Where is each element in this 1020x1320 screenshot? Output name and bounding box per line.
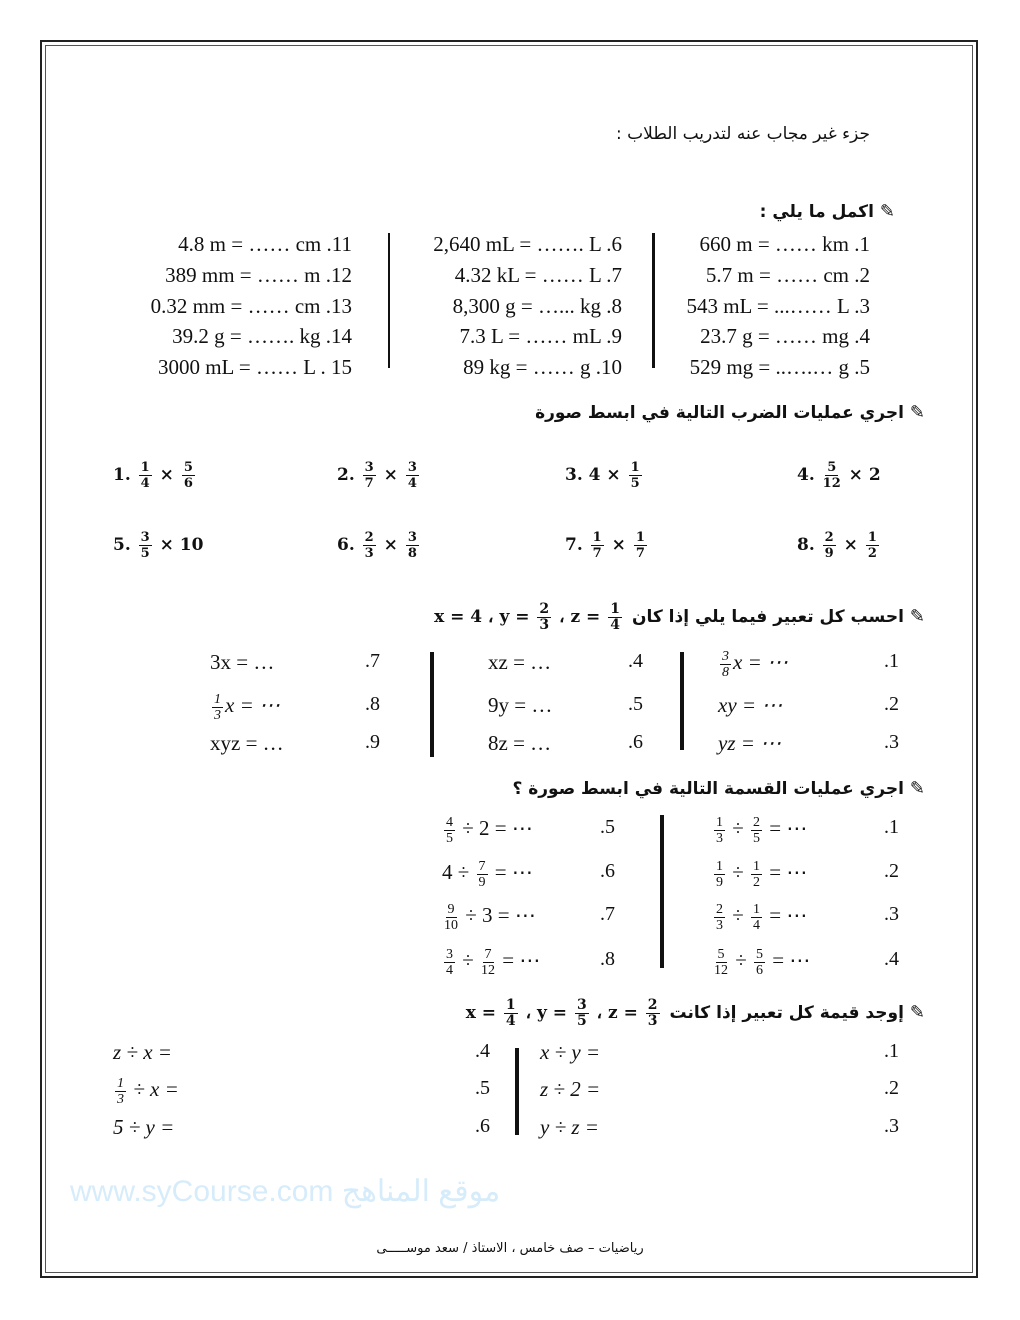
expr-text: ،	[553, 607, 571, 627]
multiplication-item	[797, 457, 881, 493]
expr-text: ÷ 2 = ⋯	[457, 816, 533, 840]
item-number: .12	[325, 263, 352, 287]
fraction	[866, 530, 879, 561]
expr-text: x =	[465, 1003, 502, 1023]
column-divider	[515, 1048, 519, 1135]
expression: 39.2 g = ……. kg	[172, 324, 321, 348]
fraction	[714, 815, 725, 846]
fraction	[212, 692, 223, 723]
expr-text: 9y = …	[488, 693, 553, 717]
item-number: .9	[365, 731, 380, 753]
denominator: 7	[592, 546, 602, 561]
expr-text: ×	[153, 465, 180, 485]
numerator: 7	[484, 946, 492, 962]
expr-text: z =	[608, 1003, 644, 1023]
conversion-item	[433, 232, 622, 257]
expr-text: × 10	[153, 535, 204, 555]
fraction	[575, 998, 589, 1029]
numerator: 1	[214, 691, 221, 707]
fraction	[363, 530, 376, 561]
fraction	[629, 460, 642, 491]
fraction	[646, 998, 660, 1029]
multiplication-item	[113, 527, 203, 563]
denominator: 4	[753, 917, 761, 933]
numerator: 9	[447, 901, 455, 917]
expr-text: = ⋯	[489, 860, 533, 884]
denominator: 5	[753, 830, 761, 846]
expression	[113, 1034, 172, 1070]
expression	[488, 687, 552, 723]
conversion-item	[158, 355, 352, 380]
fraction	[139, 530, 152, 561]
expr-text: × 2	[842, 465, 881, 485]
item-number: . 15	[320, 355, 352, 379]
expr-text: ،	[590, 1003, 609, 1023]
multiplication-item	[337, 457, 421, 493]
expr-text: ÷	[727, 903, 750, 927]
denominator: 4	[140, 476, 150, 491]
numerator: 1	[753, 858, 761, 874]
fraction	[477, 859, 488, 890]
expr-text: z =	[570, 607, 607, 627]
expr-text: xy = ⋯	[718, 693, 783, 717]
item-number: .3	[884, 731, 899, 753]
item-number: .4	[475, 1040, 490, 1062]
fraction	[754, 947, 765, 978]
item-number: .7	[606, 263, 622, 287]
expr-text: ،	[519, 1003, 537, 1023]
expression: 5.7 m = …… cm	[705, 263, 849, 287]
column-divider	[388, 233, 390, 368]
denominator: 3	[716, 917, 723, 933]
expression: 7.3 L = …… mL	[459, 324, 601, 348]
expr-text: ÷	[727, 816, 750, 840]
denominator: 10	[444, 917, 458, 933]
expression: 660 m = …… km	[699, 232, 849, 256]
section-title-text: اجري عمليات الضرب التالية في ابسط صورة	[535, 403, 904, 423]
expression	[718, 725, 781, 761]
denominator: 3	[214, 707, 221, 723]
numerator: 3	[140, 530, 150, 545]
denominator: 7	[635, 546, 645, 561]
pencil-icon: ✎	[909, 778, 925, 799]
fraction	[504, 998, 518, 1029]
denominator: 3	[647, 1013, 658, 1029]
denominator: 5	[140, 546, 150, 561]
multiplication-item	[565, 527, 649, 563]
column-divider	[680, 652, 684, 750]
numerator: 3	[722, 648, 729, 664]
expression	[210, 687, 280, 723]
expression: 23.7 g = …… mg	[700, 324, 849, 348]
expression	[712, 942, 810, 978]
numerator: 3	[576, 997, 587, 1013]
item-number: .5	[600, 816, 615, 838]
item-number: .1	[884, 1040, 899, 1062]
conversion-item	[699, 232, 870, 257]
fraction	[751, 902, 762, 933]
fraction	[714, 902, 725, 933]
conversion-item	[459, 324, 622, 349]
expression	[540, 1071, 600, 1107]
expr-text: = ⋯	[767, 948, 811, 972]
item-number: .6	[606, 232, 622, 256]
fraction	[139, 460, 152, 491]
numerator: 3	[407, 530, 417, 545]
item-number: .3	[884, 903, 899, 925]
expression	[718, 687, 782, 723]
section-title-text: اجري عمليات القسمة التالية في ابسط صورة ؟	[512, 779, 904, 799]
item-number: .2	[884, 693, 899, 715]
expression	[488, 644, 551, 680]
item-number: .1	[884, 816, 899, 838]
numerator: 1	[753, 901, 761, 917]
item-number: .7	[365, 650, 380, 672]
expr-text: y ÷ z =	[540, 1115, 599, 1139]
fraction	[714, 859, 725, 890]
expression	[718, 644, 788, 680]
expr-text: ÷	[730, 948, 753, 972]
denominator: 4	[505, 1013, 516, 1029]
expr-text: 4 ÷	[442, 860, 475, 884]
expression: 4.8 m = …… cm	[178, 232, 322, 256]
item-number: .14	[325, 324, 352, 348]
expr-text: z ÷ 2 =	[540, 1077, 601, 1101]
expr-text: y =	[537, 1003, 573, 1023]
item-number: 5.	[113, 535, 131, 555]
column-divider	[652, 233, 655, 368]
denominator: 12	[481, 962, 496, 978]
pencil-icon: ✎	[909, 402, 925, 423]
item-number: .10	[595, 355, 622, 379]
conversion-item	[463, 355, 622, 380]
item-number: .6	[628, 731, 643, 753]
numerator: 3	[446, 946, 453, 962]
numerator: 3	[407, 460, 417, 475]
numerator: 1	[117, 1075, 124, 1091]
expression: 529 mg = ..….… g	[689, 355, 849, 379]
item-number: .6	[600, 860, 615, 882]
numerator: 1	[635, 530, 645, 545]
fraction	[823, 460, 841, 491]
conversion-item	[165, 263, 352, 288]
item-number: .8	[600, 948, 615, 970]
item-number: .9	[606, 324, 622, 348]
fraction	[823, 530, 836, 561]
item-number: .13	[325, 294, 352, 318]
pencil-icon: ✎	[909, 1002, 925, 1023]
expr-text: z ÷ x =	[113, 1040, 172, 1064]
numerator: 2	[364, 530, 374, 545]
expression	[712, 854, 807, 890]
expr-text: ×	[377, 465, 404, 485]
denominator: 5	[576, 1013, 587, 1029]
fraction	[363, 460, 376, 491]
fraction	[714, 947, 728, 978]
conversion-item	[690, 355, 870, 380]
item-number: .2	[884, 860, 899, 882]
item-number: .5	[628, 693, 643, 715]
numerator: 5	[756, 946, 764, 962]
multiplication-item	[565, 457, 644, 493]
denominator: 6	[183, 476, 193, 491]
multiplication-item	[797, 527, 881, 563]
denominator: 3	[364, 546, 374, 561]
item-number: .2	[854, 263, 870, 287]
conversion-item	[178, 232, 352, 257]
numerator: 2	[824, 530, 834, 545]
item-number: 7.	[565, 535, 583, 555]
expr-text: 5 ÷ y =	[113, 1115, 175, 1139]
numerator: 1	[140, 460, 150, 475]
denominator: 9	[716, 874, 723, 890]
section-title-text: اكمل ما يلي :	[759, 202, 874, 222]
numerator: 1	[716, 858, 723, 874]
expr-text: x = ⋯	[733, 650, 788, 674]
expr-text: xyz = …	[210, 731, 284, 755]
conversion-item	[453, 294, 622, 319]
numerator: 1	[630, 460, 640, 475]
expression: 3000 mL = …… L	[157, 355, 316, 379]
expr-text: ÷ 3 = ⋯	[460, 903, 536, 927]
fraction	[182, 460, 195, 491]
numerator: 2	[647, 997, 658, 1013]
multiplication-item	[113, 457, 197, 493]
item-number: .7	[600, 903, 615, 925]
fraction	[115, 1076, 126, 1107]
expr-text: yz = ⋯	[718, 731, 782, 755]
pencil-icon: ✎	[879, 201, 895, 222]
section-title	[535, 402, 925, 423]
expression: 389 mm = …… m	[165, 263, 321, 287]
numerator: 1	[610, 601, 620, 617]
denominator: 9	[478, 874, 486, 890]
denominator: 5	[446, 830, 453, 846]
multiplication-item	[337, 527, 421, 563]
expr-text: ×	[605, 535, 632, 555]
item-number: .3	[884, 1115, 899, 1137]
expr-text: xz = …	[488, 650, 552, 674]
numerator: 1	[505, 997, 516, 1013]
fraction	[720, 649, 731, 680]
expression	[113, 1071, 179, 1107]
denominator: 2	[867, 546, 877, 561]
item-number: 2.	[337, 465, 355, 485]
fraction	[406, 460, 419, 491]
denominator: 6	[756, 962, 764, 978]
item-number: .4	[884, 948, 899, 970]
section-title	[434, 602, 925, 633]
expr-text: = ⋯	[764, 903, 808, 927]
numerator: 5	[827, 460, 837, 475]
expr-text: y =	[499, 607, 536, 627]
denominator: 4	[446, 962, 453, 978]
fraction	[406, 530, 419, 561]
numerator: 2	[539, 601, 550, 617]
conversion-item	[172, 324, 352, 349]
expr-text: 4 ×	[588, 465, 627, 485]
column-divider	[660, 815, 664, 968]
fraction	[591, 530, 604, 561]
page-header: جزء غير مجاب عنه لتدريب الطلاب :	[616, 124, 870, 144]
expression	[540, 1109, 599, 1145]
denominator: 2	[753, 874, 761, 890]
expression	[712, 897, 807, 933]
expression	[210, 725, 284, 761]
numerator: 4	[446, 814, 453, 830]
expression: 0.32 mm = …… cm	[150, 294, 321, 318]
fraction	[751, 859, 762, 890]
numerator: 1	[592, 530, 602, 545]
numerator: 5	[717, 946, 725, 962]
fraction	[444, 947, 455, 978]
expr-text: ÷ x =	[128, 1077, 179, 1101]
section-title-text: احسب كل تعبير فيما يلي إذا كان	[631, 607, 904, 627]
expr-text: 3x = …	[210, 650, 275, 674]
item-number: 6.	[337, 535, 355, 555]
conversion-item	[700, 324, 870, 349]
expression	[712, 810, 807, 846]
expression	[540, 1034, 600, 1070]
expr-text: ÷	[727, 860, 750, 884]
item-number: .5	[475, 1077, 490, 1099]
denominator: 9	[824, 546, 834, 561]
numerator: 3	[364, 460, 374, 475]
fraction	[751, 815, 762, 846]
expr-text: = ⋯	[764, 860, 808, 884]
item-number: .2	[884, 1077, 899, 1099]
expr-text: ×	[837, 535, 864, 555]
item-number: .4	[854, 324, 870, 348]
denominator: 3	[117, 1091, 124, 1107]
expr-text: x = 4	[434, 607, 483, 627]
item-number: 3.	[565, 465, 583, 485]
item-number: .3	[854, 294, 870, 318]
item-number: .11	[326, 232, 352, 256]
numerator: 2	[753, 814, 761, 830]
item-number: .1	[854, 232, 870, 256]
fraction	[537, 602, 551, 633]
denominator: 4	[407, 476, 417, 491]
item-number: 8.	[797, 535, 815, 555]
item-number: .8	[606, 294, 622, 318]
section-title-text: إوجد قيمة كل تعبير إذا كانت	[669, 1003, 904, 1023]
expr-text: ،	[482, 607, 500, 627]
expression: 8,300 g = …... kg	[452, 294, 601, 318]
item-number: .6	[475, 1115, 490, 1137]
item-number: 1.	[113, 465, 131, 485]
denominator: 8	[722, 664, 729, 680]
pencil-icon: ✎	[909, 606, 925, 627]
section-title	[512, 778, 925, 799]
expression	[442, 897, 536, 933]
given-values	[466, 998, 662, 1029]
fraction	[481, 947, 495, 978]
given-values	[434, 602, 624, 633]
watermark: www.syCourse.com موقع المناهج	[70, 1175, 501, 1208]
section-title	[466, 998, 925, 1029]
denominator: 7	[364, 476, 374, 491]
denominator: 12	[714, 962, 728, 978]
numerator: 5	[183, 460, 193, 475]
numerator: 1	[716, 814, 723, 830]
fraction	[444, 902, 458, 933]
item-number: .5	[854, 355, 870, 379]
item-number: .4	[628, 650, 643, 672]
fraction	[608, 602, 622, 633]
item-number: .8	[365, 693, 380, 715]
fraction	[634, 530, 647, 561]
section-title	[760, 201, 895, 222]
footer: رياضيات – صف خامس ، الاستاذ / سعد موســـــى	[376, 1241, 644, 1256]
expression: 2,640 mL = ……. L	[433, 232, 601, 256]
expression: 543 mL = ...…… L	[686, 294, 849, 318]
item-number: .1	[884, 650, 899, 672]
expr-text: = ⋯	[497, 948, 541, 972]
expr-text: ÷	[457, 948, 480, 972]
conversion-item	[151, 294, 352, 319]
item-number: 4.	[797, 465, 815, 485]
numerator: 7	[478, 858, 486, 874]
expr-text: 8z = …	[488, 731, 552, 755]
conversion-item	[686, 294, 870, 319]
expression: 89 kg = …… g	[463, 355, 591, 379]
numerator: 2	[716, 901, 723, 917]
expression	[442, 854, 533, 890]
denominator: 8	[407, 546, 417, 561]
conversion-item	[455, 263, 622, 288]
expression	[442, 942, 540, 978]
numerator: 1	[867, 530, 877, 545]
column-divider	[430, 652, 434, 757]
denominator: 4	[610, 617, 620, 633]
expr-text: ×	[377, 535, 404, 555]
expression	[210, 644, 274, 680]
expression	[442, 810, 533, 846]
expr-text: x = ⋯	[225, 693, 280, 717]
expr-text: x ÷ y =	[540, 1040, 601, 1064]
expression	[488, 725, 551, 761]
expression: 4.32 kL = …… L	[454, 263, 601, 287]
denominator: 3	[539, 617, 550, 633]
expr-text: = ⋯	[764, 816, 808, 840]
conversion-item	[706, 263, 870, 288]
fraction	[444, 815, 455, 846]
expression	[113, 1109, 174, 1145]
denominator: 3	[716, 830, 723, 846]
denominator: 12	[822, 476, 841, 491]
denominator: 5	[630, 476, 640, 491]
